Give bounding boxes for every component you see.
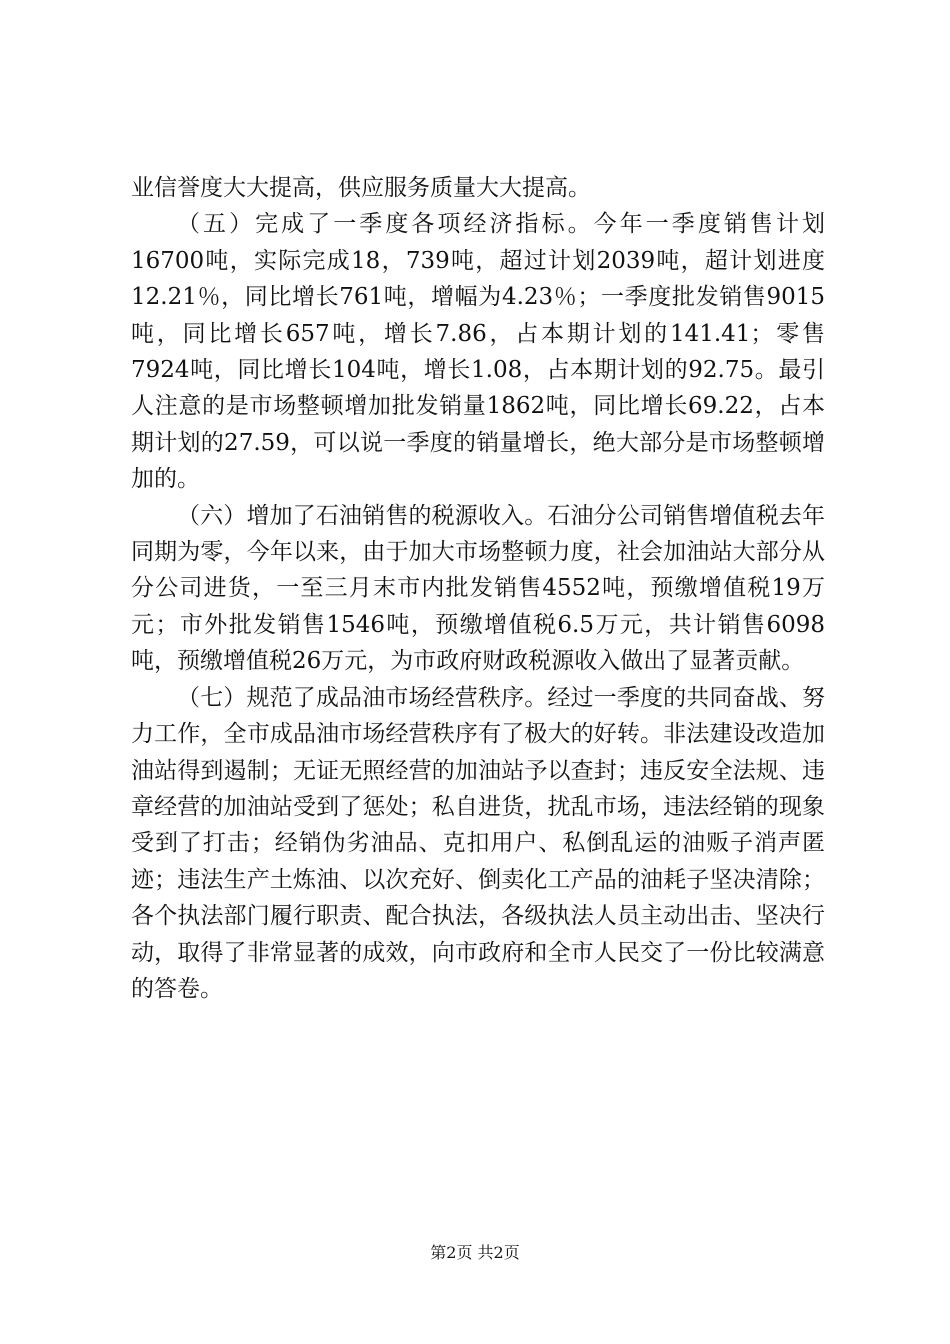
page-number-footer: 第2页 共2页 [430, 1243, 520, 1262]
paragraph-section-5: （五）完成了一季度各项经济指标。今年一季度销售计划16700吨，实际完成18，739吨，超过计划2039吨，超计划进度12.21％，同比增长761吨，增幅为4.23％；一季度批发销售9015吨，同比增长657吨，增长7.86，占本期计划的141.41；零售7924吨，同比增长104吨，增长1.08，占本期计划的92.75。最引人注意的是市场整顿增加批发销量1862吨，同比增长69.22，占本期计划的27.59，可以说一季度的销量增长，绝大部分是市场整顿增加的。 [131, 211, 825, 493]
paragraph-section-6: （六）增加了石油销售的税源收入。石油分公司销售增值税去年同期为零，今年以来，由于加大市场整顿力度，社会加油站大部分从分公司进货，一至三月末市内批发销售4552吨，预缴增值税19万元；市外批发销售1546吨，预缴增值税6.5万元，共计销售6098吨，预缴增值税26万元，为市政府财政税源收入做出了显著贡献。 [131, 502, 825, 675]
document-body [131, 170, 825, 1007]
paragraph-section-7: （七）规范了成品油市场经营秩序。经过一季度的共同奋战、努力工作，全市成品油市场经营秩序有了极大的好转。非法建设改造加油站得到遏制；无证无照经营的加油站予以查封；违反安全法规、违章经营的加油站受到了惩处；私自进货，扰乱市场，违法经销的现象受到了打击；经销伪劣油品、克扣用户、私倒乱运的油贩子消声匿迹；违法生产土炼油、以次充好、倒卖化工产品的油耗子坚决清除；各个执法部门履行职责、配合执法，各级执法人员主动出击、坚决行动，取得了非常显著的成效，向市政府和全市人民交了一份比较满意的答卷。 [131, 684, 825, 1002]
paragraph-continuation: 业信誉度大大提高，供应服务质量大大提高。 [131, 175, 591, 201]
